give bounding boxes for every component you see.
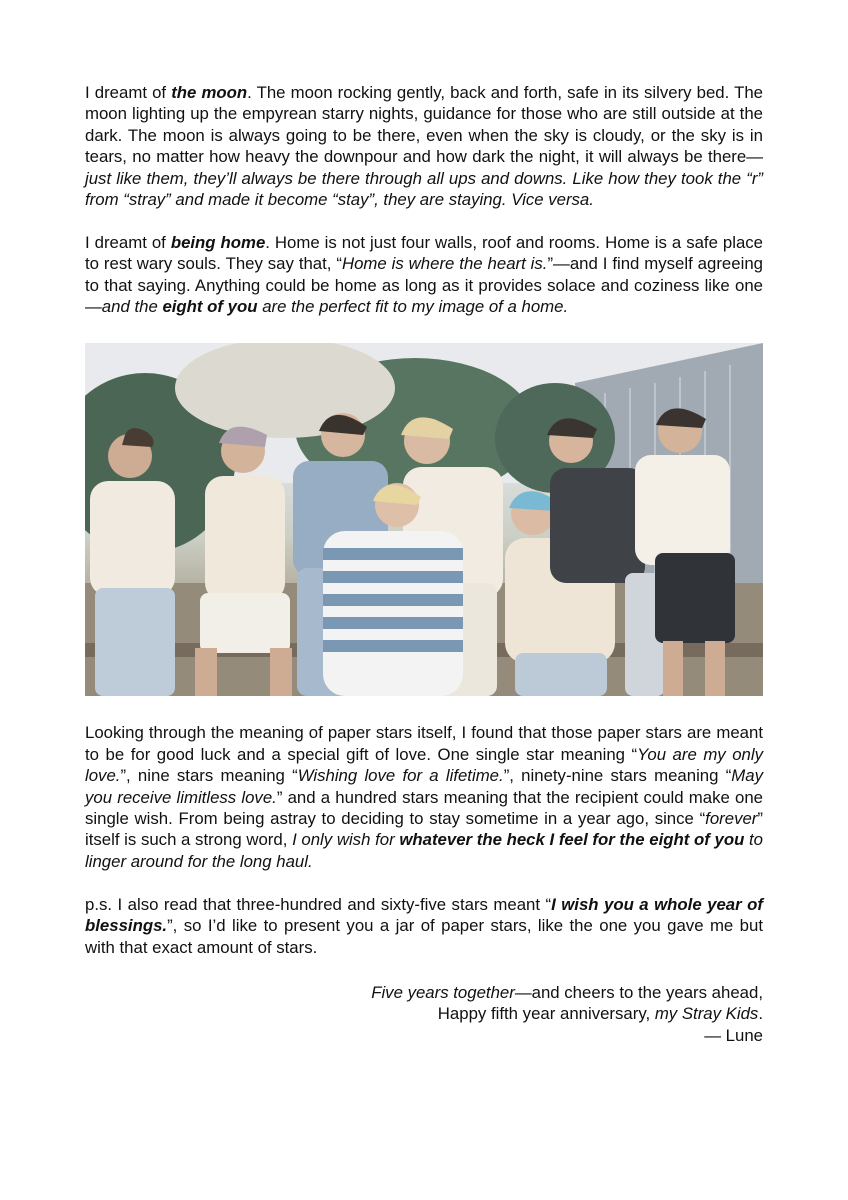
signature: — Lune <box>704 1025 763 1045</box>
text: ”, ninety-nine stars meaning “ <box>503 766 732 786</box>
emphasis: I wish you a whole year of blessings. <box>85 894 763 936</box>
italic-text: May you receive limitless love. <box>85 766 763 807</box>
italic-text: are the perfect fit to my image of a home. <box>257 297 569 317</box>
paragraph-paper-stars <box>85 722 763 872</box>
group-photo-icon <box>85 343 763 696</box>
text: Happy fifth year anniversary, <box>437 1004 655 1024</box>
text: ”—and I find myself agreeing to that saying. Anything could be home as long as it provides solace and coziness like one— <box>85 254 763 317</box>
text: I dreamt of <box>85 232 171 252</box>
paragraph-ps <box>85 894 763 958</box>
italic-text: forever <box>705 809 758 829</box>
text: . The moon rocking gently, back and forth, safe in its silvery bed. The moon lighting up the empyrean starry nights, guidance for those who are still outside at the dark. The moon is always going to be there, even when the sky is cloudy, or the sky is in tears, no matter how heavy the downpour and how dark the night, it will always be there— <box>85 83 764 167</box>
text: Looking through the meaning of paper stars itself, I found that those paper stars are meant to be for good luck and a special gift of love. One single star meaning “ <box>85 723 763 764</box>
closing-line-2 <box>85 1003 763 1024</box>
italic-text: Five years together <box>371 982 515 1002</box>
paragraph-home <box>85 232 763 318</box>
group-photo <box>85 343 763 696</box>
italic-text: my Stray Kids <box>654 1004 759 1024</box>
italic-text: and the <box>101 297 163 317</box>
emphasis: being home <box>170 232 266 252</box>
emphasis: the moon <box>171 83 248 102</box>
italic-text: just like them, they’ll always be there through all ups and downs. Like how they took the “r” from “stray” and made it become “stay”, they are staying. Vice versa. <box>85 168 763 210</box>
emphasis: whatever the heck I feel for the eight of you <box>399 830 745 850</box>
text: . <box>758 1004 763 1024</box>
italic-text: I only wish for <box>292 830 400 850</box>
text: —and cheers to the years ahead, <box>514 982 763 1002</box>
italic-text: You are my only love. <box>85 744 763 786</box>
letter-page <box>85 82 763 1046</box>
italic-text: to linger around for the long haul. <box>85 830 764 871</box>
emphasis: eight of you <box>162 297 258 317</box>
text: ” itself is such a strong word, <box>85 809 763 850</box>
text: ”, nine stars meaning “ <box>120 766 298 786</box>
text: ”, so I’d like to present you a jar of paper stars, like the one you gave me but with that exact amount of stars. <box>85 916 763 957</box>
text: ” and a hundred stars meaning that the recipient could make one single wish. From being astray to deciding to stay sometime in a year ago, since “ <box>85 787 763 829</box>
text: p.s. I also read that three-hundred and sixty-five stars meant “ <box>85 894 552 914</box>
italic-text: Wishing love for a lifetime. <box>297 766 504 786</box>
closing-block <box>85 982 763 1046</box>
paragraph-moon <box>85 82 763 210</box>
text: . Home is not just four walls, roof and rooms. Home is a safe place to rest wary souls. They say that, “ <box>85 232 764 274</box>
closing-line-1 <box>85 982 763 1003</box>
text: I dreamt of <box>85 83 172 102</box>
italic-text: Home is where the heart is. <box>341 254 548 274</box>
